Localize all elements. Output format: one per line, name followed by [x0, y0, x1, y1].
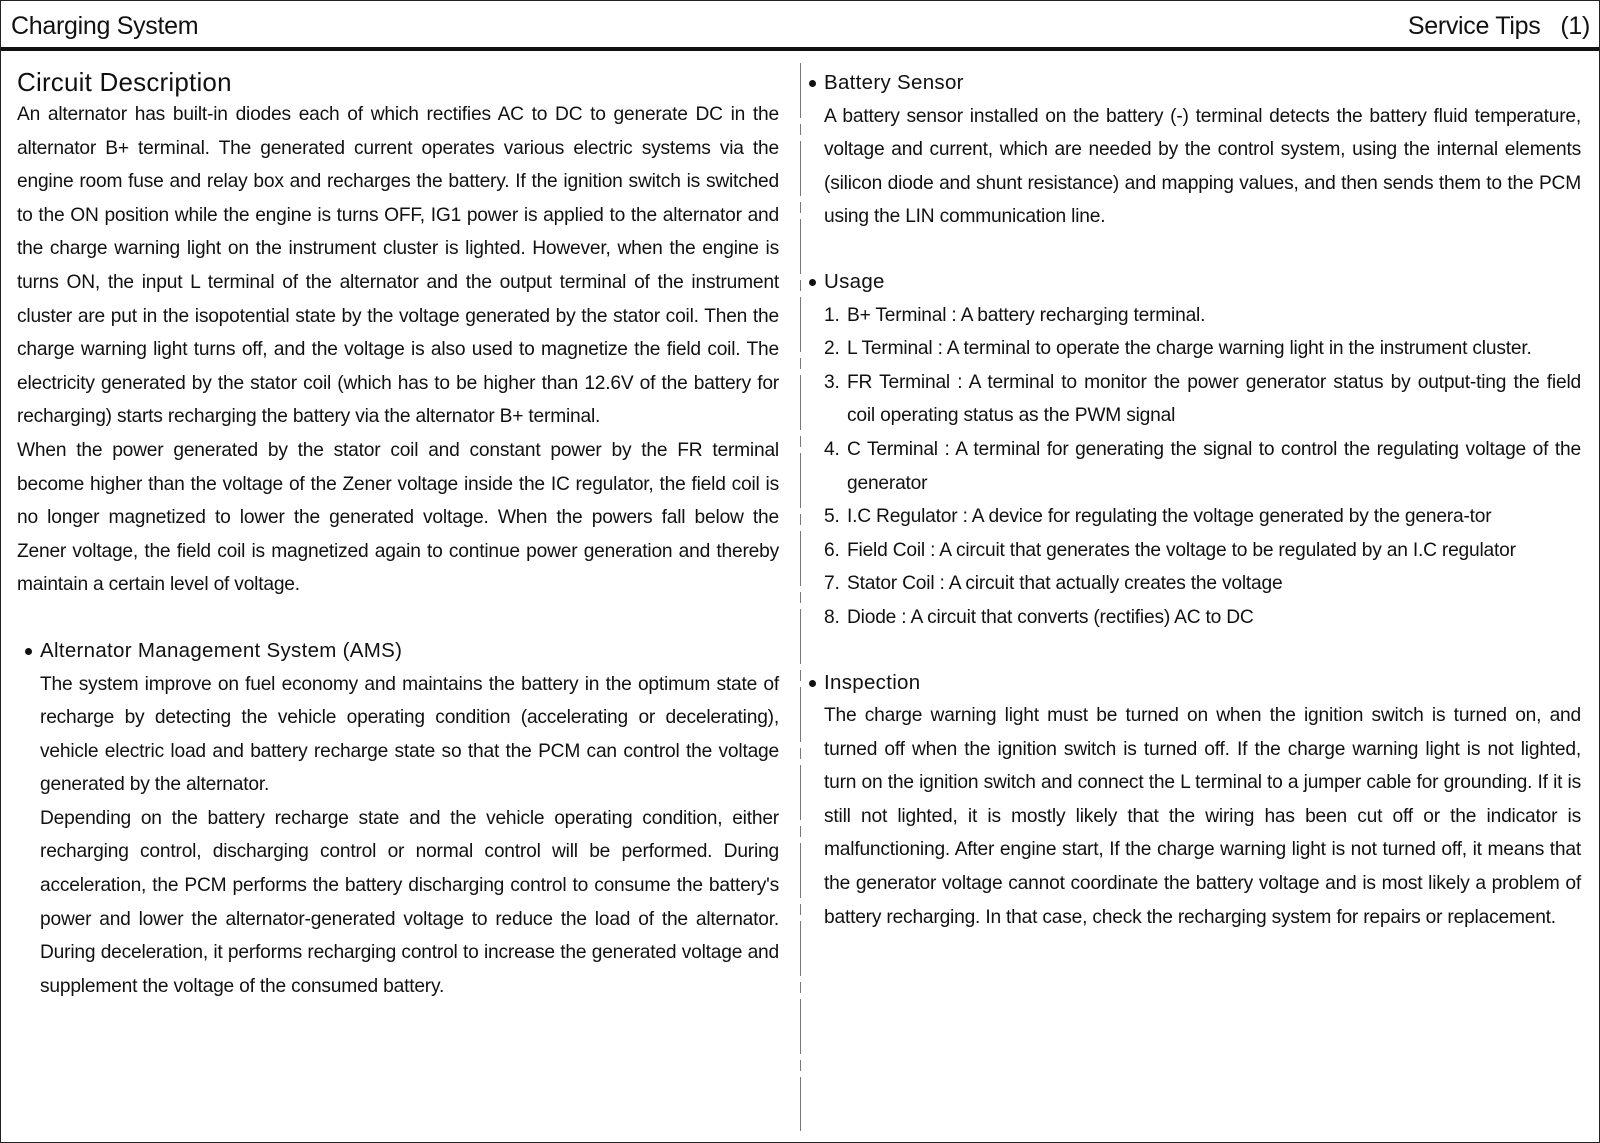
- usage-item-number: 8.: [824, 606, 840, 628]
- ams-heading-text: Alternator Management System (AMS): [40, 638, 403, 662]
- circuit-description-paragraph-2: When the power generated by the stator coil and constant power by the FR terminal become higher than the voltage of the Zener voltage inside the IC regulator, the field coil is no longer magnetized to lower the generated voltage. When the powers fall below the Zener voltage, the field coil is magnetized again to continue power generation and thereby maintain a certain level of voltage.: [17, 439, 779, 596]
- usage-item-3: [824, 366, 1581, 433]
- usage-heading: [824, 265, 1581, 299]
- section-name: Service Tips: [1407, 12, 1541, 40]
- bullet-icon: [809, 80, 816, 87]
- usage-item-6: [824, 534, 1581, 568]
- right-column: [824, 51, 1581, 934]
- bullet-icon: [25, 648, 32, 655]
- usage-item-text: L Terminal : A terminal to operate the charge warning light in the instrument cluster.: [847, 338, 1532, 360]
- usage-item-number: 3.: [824, 371, 840, 393]
- usage-item-text: Diode : A circuit that converts (rectifies) AC to DC: [847, 606, 1254, 628]
- usage-list: [824, 299, 1581, 635]
- usage-item-text: I.C Regulator : A device for regulating the voltage generated by the genera-tor: [847, 506, 1492, 528]
- inspection-heading-text: Inspection: [824, 670, 921, 694]
- usage-heading-text: Usage: [824, 269, 885, 293]
- usage-item-text: C Terminal : A terminal for generating the signal to control the regulating voltage of the generator: [847, 438, 1581, 494]
- usage-item-number: 1.: [824, 304, 840, 326]
- ams-heading: [40, 634, 779, 668]
- usage-item-text: FR Terminal : A terminal to monitor the power generator status by output-ting the field coil operating status as the PWM signal: [847, 371, 1581, 427]
- circuit-description-paragraph-1: An alternator has built-in diodes each of which rectifies AC to DC to generate DC in the alternator B+ terminal. The generated current operates various electric systems via the engine room fuse and relay box and recharges the battery. If the ignition switch is switched to the ON position while the engine is turns OFF, IG1 power is applied to the alternator and the charge warning light on the instrument cluster is lighted. However, when the engine is turns ON, the input L terminal of the alternator and the output terminal of the instrument cluster are put in the isopotential state by the voltage generated by the stator coil. Then the charge warning light turns off, and the voltage is also used to magnetize the field coil. The electricity generated by the stator coil (which has to be higher than 12.6V of the battery for recharging) starts recharging the battery via the alternator B+ terminal.: [17, 104, 779, 428]
- usage-item-text: Field Coil : A circuit that generates the voltage to be regulated by an I.C regulator: [847, 539, 1516, 561]
- usage-item-2: [824, 332, 1581, 366]
- usage-item-number: 5.: [824, 506, 840, 528]
- spacer: [824, 635, 1581, 666]
- ams-section: [17, 634, 779, 1004]
- ams-paragraph-1: The system improve on fuel economy and maintains the battery in the optimum state of recharge by detecting the vehicle operating condition (accelerating or decelerating), vehicle electric load and battery recharge state so that the PCM can control the voltage generated by the alternator.: [40, 673, 779, 796]
- usage-item-5: [824, 500, 1581, 534]
- left-column: [17, 51, 779, 1003]
- circuit-description-title: Circuit Description: [17, 67, 232, 97]
- section-label: [1408, 12, 1590, 41]
- usage-item-8: [824, 601, 1581, 635]
- usage-item-number: 4.: [824, 438, 840, 460]
- usage-item-text: Stator Coil : A circuit that actually creates the voltage: [847, 573, 1283, 595]
- bullet-icon: [809, 680, 816, 687]
- page-header: [1, 1, 1599, 51]
- battery-sensor-heading: [824, 66, 1581, 100]
- spacer: [17, 602, 779, 634]
- spacer: [824, 234, 1581, 265]
- page-number: (1): [1560, 12, 1590, 40]
- battery-sensor-heading-text: Battery Sensor: [824, 71, 964, 94]
- spacer: [824, 51, 1581, 66]
- ams-paragraph-2: Depending on the battery recharge state and the vehicle operating condition, either recharging control, discharging control or normal control will be performed. During acceleration, the PCM performs the battery discharging control to consume the battery's power and lower the alternator-generated voltage to reduce the load of the alternator. During deceleration, it performs recharging control to increase the generated voltage and supplement the voltage of the consumed battery.: [40, 807, 779, 997]
- usage-item-number: 2.: [824, 338, 840, 360]
- inspection-text: The charge warning light must be turned on when the ignition switch is turned on, and turned off when the ignition switch is turned off. If the charge warning light is not lighted, turn on the ignition switch and connect the L terminal to a jumper cable for grounding. If it is still not lighted, it is mostly likely that the wiring has been cut off or the indicator is malfunctioning. After engine start, If the charge warning light is not turned off, it means that the generator voltage cannot coordinate the battery voltage and is most likely a problem of battery recharging. In that case, check the recharging system for repairs or replacement.: [824, 705, 1581, 928]
- usage-item-1: [824, 299, 1581, 333]
- usage-item-number: 7.: [824, 573, 840, 595]
- usage-item-4: [824, 433, 1581, 500]
- column-divider: [800, 63, 801, 1131]
- battery-sensor-text: A battery sensor installed on the battery (-) terminal detects the battery fluid temperature, voltage and current, which are needed by the control system, using the internal elements (silicon diode and shunt resistance) and mapping values, and then sends them to the PCM using the LIN communication line.: [824, 105, 1581, 228]
- usage-item-text: B+ Terminal : A battery recharging terminal.: [847, 304, 1206, 326]
- inspection-heading: [824, 666, 1581, 700]
- usage-item-7: [824, 567, 1581, 601]
- chapter-title: Charging System: [11, 12, 199, 40]
- usage-item-number: 6.: [824, 539, 840, 561]
- bullet-icon: [809, 279, 816, 286]
